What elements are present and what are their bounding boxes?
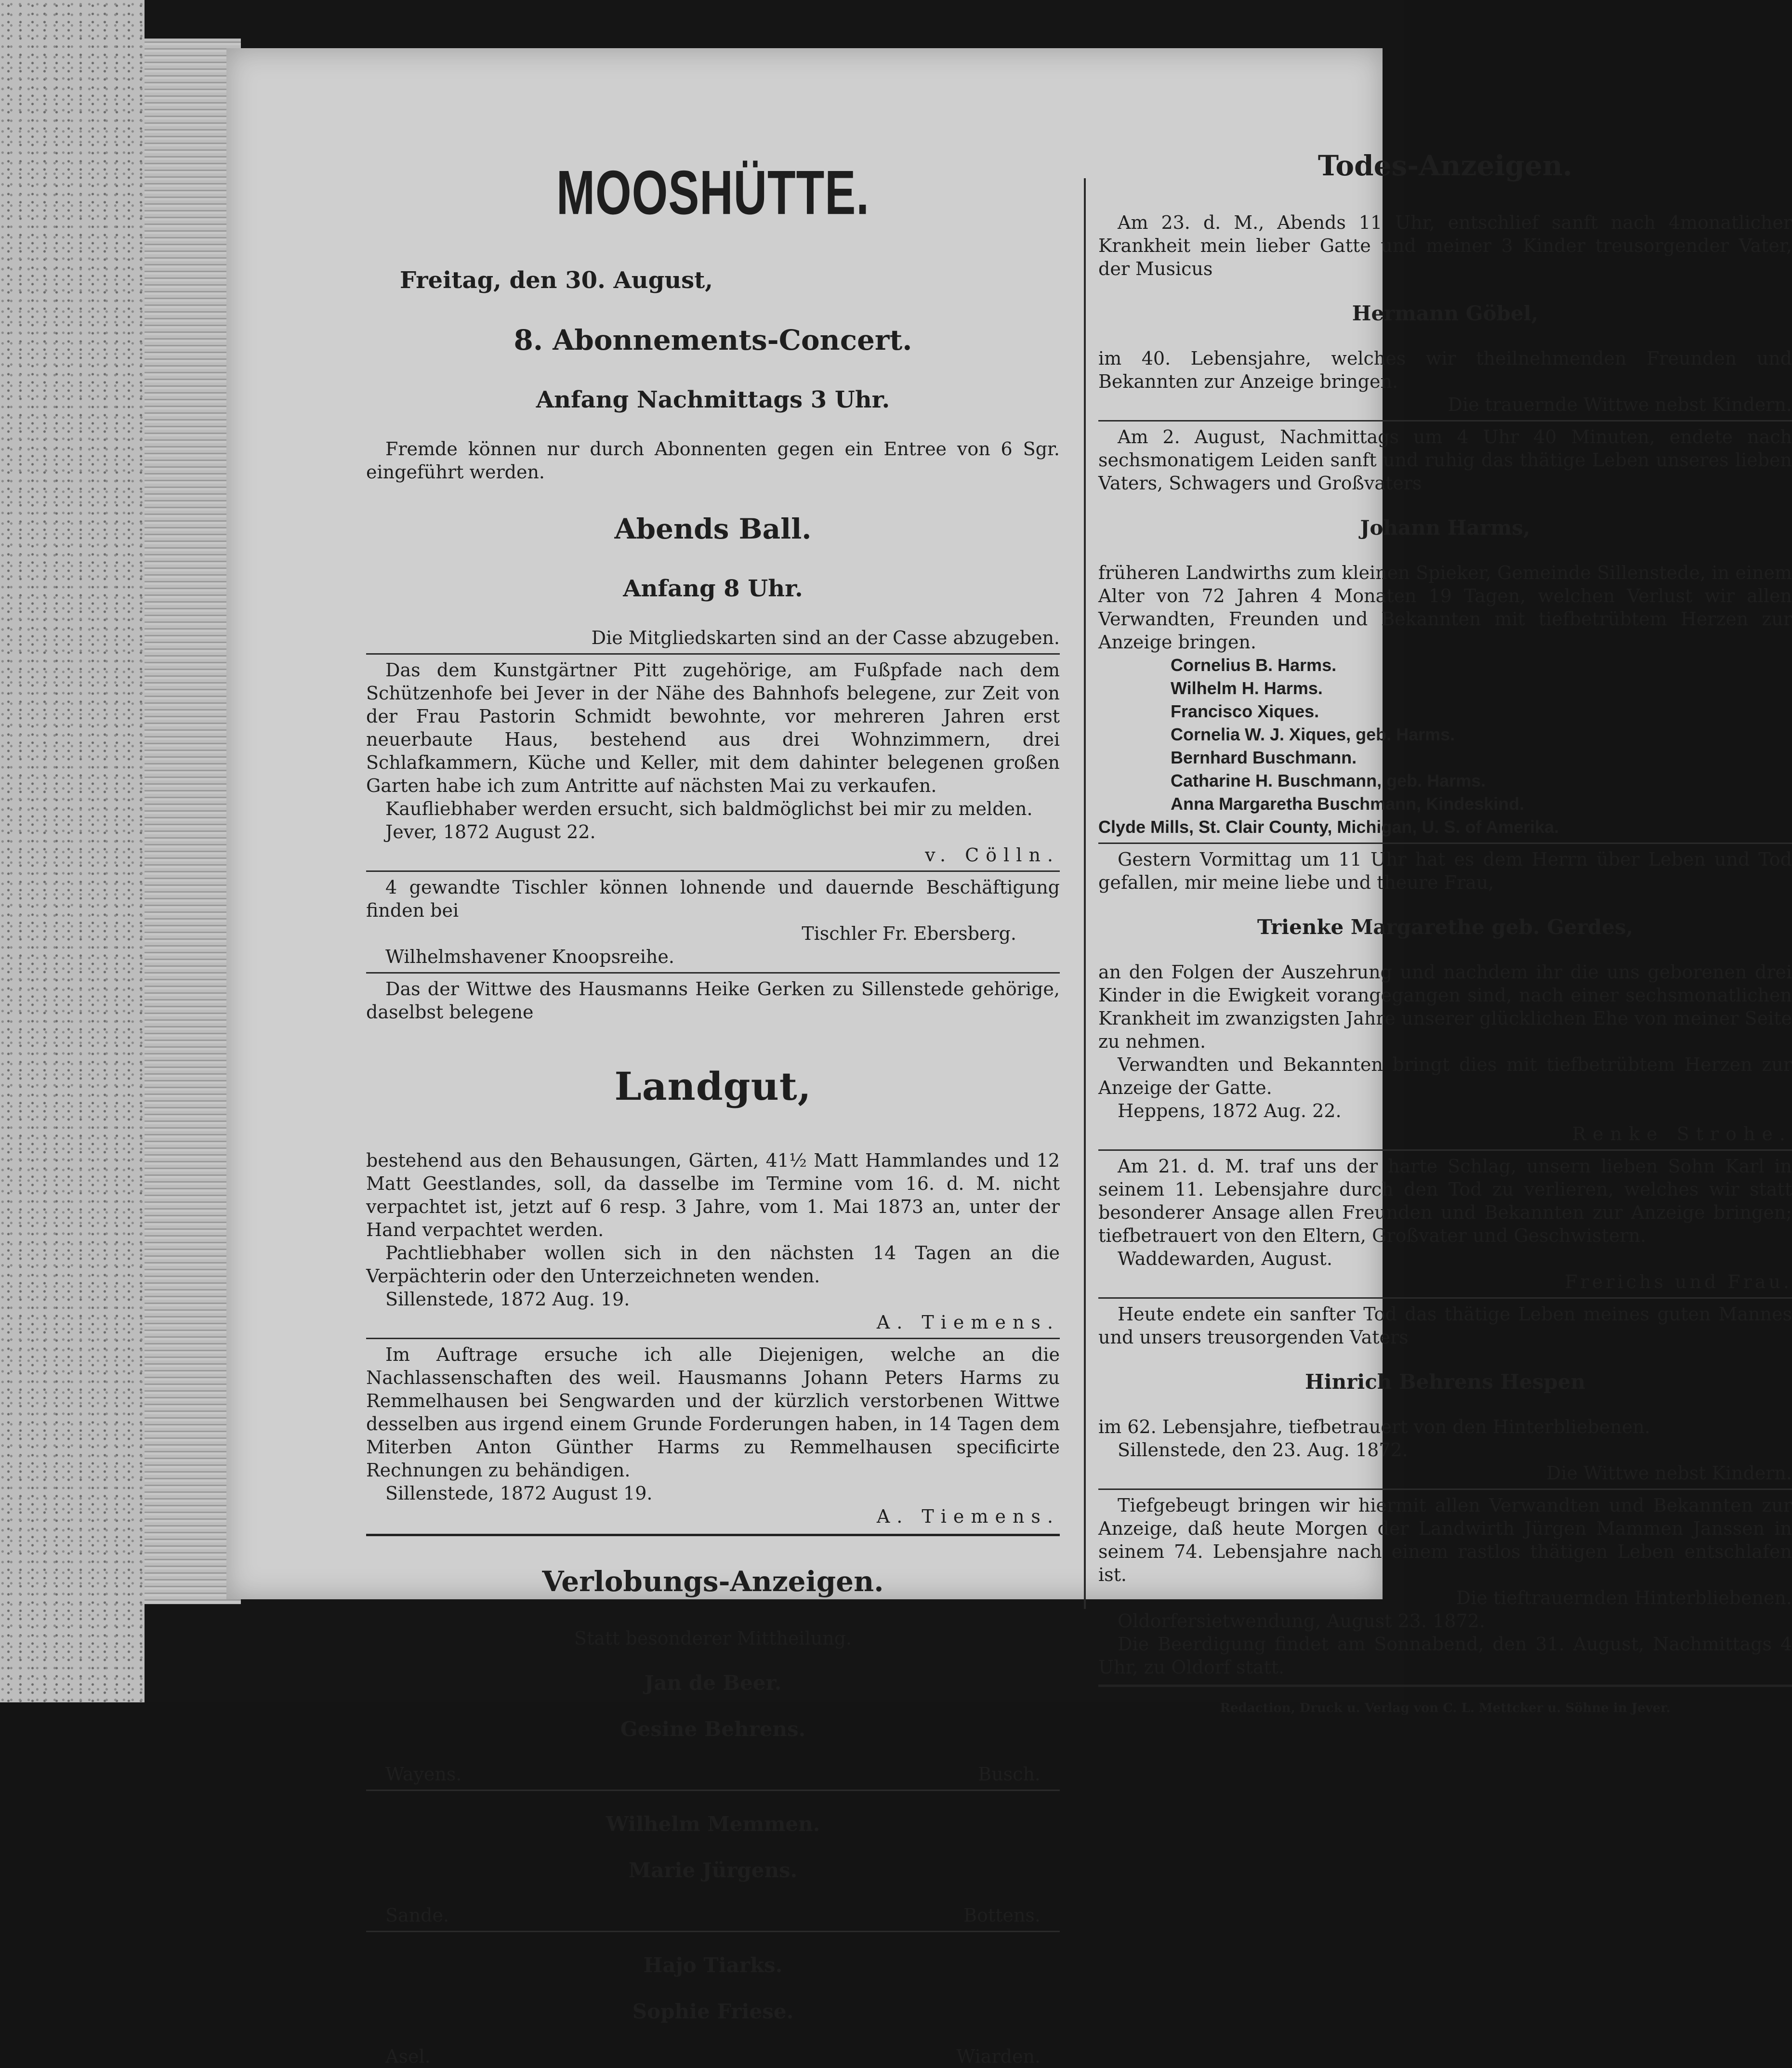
notice-place-date: Sillenstede, den 23. Aug. 1872.	[1118, 1439, 1408, 1461]
notice-text-2: früheren Landwirths zum kleinen Spieker, Gemeinde Sillenstede, in einem Alter von 72 Jahren 4 Monaten 19 Tagen, welchen Verlust wir allen Verwandten, Freunden und Bekannten mit tiefbetrübtem Herzen zur Anzeige bringen.	[1098, 562, 1792, 653]
mooshuette-title: MOOSHÜTTE.	[556, 158, 870, 228]
concert-date: Freitag, den 30. August,	[400, 267, 713, 294]
groom-name: Hajo Tiarks.	[643, 1953, 783, 1977]
deceased-name: Hinrich Behrens Hespen	[1304, 1370, 1586, 1394]
notice-text: Heute endete ein sanfter Tod das thätige Leben meines guten Mannes und unsers treusorgenden Vaters	[1098, 1304, 1792, 1348]
death-notice-goebel	[1098, 211, 1792, 416]
death-notice-frerichs	[1098, 1155, 1792, 1293]
notice-signature: Die trauernde Wittwe nebst Kindern.	[1448, 394, 1792, 415]
separator	[1098, 843, 1792, 844]
engagement-section	[366, 1564, 1060, 2068]
publisher-imprint: Redaction, Druck u. Verlag von C. L. Mettcker u. Söhne in Jever.	[1220, 1701, 1671, 1715]
notice-text-2: im 40. Lebensjahre, welches wir theilnehmenden Freunden und Bekannten zur Anzeige bringen.	[1098, 348, 1792, 392]
estate-tenants: Pachtliebhaber wollen sich in den nächsten 14 Tagen an die Verpächterin oder den Unterzeichneten wenden.	[366, 1242, 1060, 1287]
notice-place: Waddewarden, August.	[1118, 1248, 1332, 1269]
deceased-name: Trienke Margarethe geb. Gerdes,	[1257, 915, 1634, 939]
claims-signature: A. Tiemens.	[876, 1506, 1060, 1527]
mourner-name: Cornelius B. Harms.	[1171, 655, 1337, 675]
notice-text-2: im 62. Lebensjahre, tiefbetrauert von den Hinterbliebenen.	[1098, 1416, 1650, 1437]
notice-signature: Renke Strohe.	[1572, 1123, 1792, 1145]
concert-title: 8. Abonnements-Concert.	[514, 324, 912, 356]
right-column	[1098, 120, 1792, 1729]
separator	[366, 972, 1060, 974]
house-sale-buyers: Kaufliebhaber werden ersucht, sich baldmöglichst bei mir zu melden.	[385, 798, 1033, 819]
separator	[1098, 1297, 1792, 1299]
notice-text: Am 23. d. M., Abends 11 Uhr, entschlief sanft nach 4monatlicher Krankheit mein lieber Gatte und meiner 3 Kinder treusorgender Vater, der Musicus	[1098, 212, 1792, 279]
mooshuette-ad	[366, 158, 1060, 649]
estate-claims-ad	[366, 1343, 1060, 1528]
carpenter-ad	[366, 876, 1060, 968]
claims-place-date: Sillenstede, 1872 August 19.	[385, 1483, 653, 1504]
notice-signature: Die tieftrauernden Hinterbliebenen.	[1456, 1587, 1792, 1608]
notice-text: Tiefgebeugt bringen wir hiermit allen Verwandten und Bekannten zur Anzeige, daß heute Morgen der Landwirth Jürgen Mammen Janssen in seinem 74. Lebensjahre nach einem rastlos thätigen Leben entschlafen ist.	[1098, 1495, 1792, 1585]
house-sale-text: Das dem Kunstgärtner Pitt zugehörige, am Fußpfade nach dem Schützenhofe bei Jever in der Nähe des Bahnhofs belegene, zur Zeit von der Frau Pastorin Schmidt bewohnte, vor mehreren Jahren erst neuerbaute Haus, bestehend aus drei Wohnzimmern, drei Schlafkammern, Küche und Keller, mit dem dahinter belegenen großen Garten habe ich zum Antritte auf nächsten Mai zu verkaufen.	[366, 659, 1060, 796]
left-column	[366, 120, 1060, 2068]
engagement-subheading: Statt besonderer Mittheilung.	[574, 1628, 852, 1649]
groom-name: Wilhelm Memmen.	[606, 1812, 820, 1836]
bride-name: Sophie Friese.	[632, 2000, 794, 2023]
separator	[1098, 1149, 1792, 1151]
separator	[366, 653, 1060, 655]
deceased-name: Hermann Göbel,	[1352, 302, 1539, 325]
couple-places	[366, 1763, 1060, 1786]
separator	[366, 870, 1060, 872]
mourner-name: Bernhard Buschmann.	[1171, 748, 1357, 767]
death-notice-harms	[1098, 425, 1792, 839]
estate-lease-ad	[366, 977, 1060, 1334]
estate-headline: Landgut,	[614, 1064, 812, 1109]
place-right: Wiarden.	[956, 2046, 1041, 2067]
notice-place-date: Heppens, 1872 Aug. 22.	[1118, 1100, 1342, 1121]
column-divider	[1084, 178, 1086, 1609]
estate-text: bestehend aus den Behausungen, Gärten, 41½ Matt Hammlandes und 12 Matt Geestlandes, soll, da dasselbe im Termine vom 16. d. M. nicht verpachtet ist, jetzt auf 6 resp. 3 Jahre, vom 1. Mai 1873 an, unter der Hand verpachtet werden.	[366, 1150, 1060, 1240]
notice-signature: Frerichs und Frau.	[1565, 1271, 1792, 1292]
carpenter-text: 4 gewandte Tischler können lohnende und dauernde Beschäftigung finden bei	[366, 877, 1060, 921]
separator	[366, 1790, 1060, 1791]
separator	[1098, 420, 1792, 422]
membership-cards-note: Die Mitgliedskarten sind an der Casse abzugeben.	[591, 627, 1060, 648]
notice-place-date: Oldorfersietwendung, August 23. 1872.	[1118, 1610, 1485, 1632]
death-notice-strohe	[1098, 848, 1792, 1146]
couple-places	[366, 1904, 1060, 1927]
ball-title: Abends Ball.	[614, 513, 812, 545]
engagement-heading: Verlobungs-Anzeigen.	[542, 1565, 884, 1598]
engagement-couple	[366, 1670, 1060, 1786]
place-left: Sande.	[385, 1905, 449, 1926]
bride-name: Marie Jürgens.	[628, 1858, 798, 1882]
engagement-couple	[366, 1811, 1060, 1927]
house-sale-signature: v. Cölln.	[925, 844, 1060, 866]
speckled-cover-edge	[0, 0, 145, 1702]
deceased-name: Johann Harms,	[1360, 516, 1530, 540]
separator	[366, 1338, 1060, 1339]
notice-text-2: an den Folgen der Auszehrung und nachdem ihr die uns geborenen drei Kinder in die Ewigkeit vorangegangen sind, nach einer sechsmonatlichen Krankheit im zwanzigsten Jahre unserer glücklichen Ehe von meiner Seite zu nehmen.	[1098, 962, 1792, 1052]
mourners-list	[1098, 654, 1792, 816]
estate-place-date: Sillenstede, 1872 Aug. 19.	[385, 1289, 630, 1310]
place-right: Busch.	[978, 1764, 1041, 1785]
groom-name: Jan de Beer.	[644, 1671, 782, 1695]
death-notices-heading: Todes-Anzeigen.	[1318, 149, 1573, 182]
separator	[366, 1534, 1060, 1536]
notice-text: Gestern Vormittag um 11 Uhr hat es dem Herrn über Leben und Tod gefallen, mir meine liebe und theure Frau,	[1098, 849, 1792, 893]
bride-name: Gesine Behrens.	[620, 1717, 806, 1741]
place-right: Bottens.	[963, 1905, 1041, 1926]
mourner-name: Cornelia W. J. Xiques, geb. Harms.	[1171, 724, 1455, 744]
concert-start: Anfang Nachmittags 3 Uhr.	[536, 386, 890, 413]
place-left: Asel.	[385, 2046, 431, 2067]
death-notice-hespen	[1098, 1303, 1792, 1485]
estate-intro: Das der Wittwe des Hausmanns Heike Gerken zu Sillenstede gehörige, daselbst belegene	[366, 978, 1060, 1023]
notice-text: Am 21. d. M. traf uns der harte Schlag, unsern lieben Sohn Karl in seinem 11. Lebensjahre durch den Tod zu verlieren, welches wir statt besonderer Ansage allen Freunden und Bekannten zur Anzeige bringen; tiefbetrauert von den Eltern, Großvater und Geschwistern.	[1098, 1156, 1792, 1246]
concert-note: Fremde können nur durch Abonnenten gegen ein Entree von 6 Sgr. eingeführt werden.	[366, 438, 1060, 483]
house-sale-place-date: Jever, 1872 August 22.	[385, 821, 596, 843]
estate-signature: A. Tiemens.	[876, 1312, 1060, 1333]
notice-text-3: Verwandten und Bekannten bringt dies mit tiefbetrübtem Herzen zur Anzeige der Gatte.	[1098, 1054, 1792, 1098]
carpenter-address: Wilhelmshavener Knoopsreihe.	[385, 946, 674, 967]
carpenter-signature: Tischler Fr. Ebersberg.	[802, 923, 1016, 944]
ball-start: Anfang 8 Uhr.	[623, 575, 803, 602]
engagement-couple	[366, 1952, 1060, 2068]
mourner-name: Anna Margaretha Buschmann, Kindeskind.	[1171, 794, 1525, 814]
newspaper-page	[226, 48, 1792, 2067]
separator	[1098, 1685, 1792, 1687]
notice-signature: Die Wittwe nebst Kindern.	[1546, 1462, 1792, 1484]
mourner-name: Wilhelm H. Harms.	[1171, 678, 1323, 698]
mourner-name: Catharine H. Buschmann, geb. Harms.	[1171, 771, 1486, 790]
mourners-place: Clyde Mills, St. Clair County, Michigan, U. S. of Amerika.	[1098, 817, 1559, 837]
death-notice-janssen	[1098, 1494, 1792, 1679]
place-left: Wayens.	[385, 1764, 462, 1785]
mourner-name: Francisco Xiques.	[1171, 701, 1319, 721]
house-sale-ad	[366, 659, 1060, 867]
claims-text: Im Auftrage ersuche ich alle Diejenigen, welche an die Nachlassenschaften des weil. Hausmanns Johann Peters Harms zu Remmelhausen bei Sengwarden und der kürzlich verstorbenen Wittwe desselben aus irgend einem Grunde Forderungen haben, in 14 Tagen dem Miterben Anton Günther Harms zu Remmelhausen specificirte Rechnungen zu behändigen.	[366, 1344, 1060, 1481]
notice-text: Am 2. August, Nachmittags um 4 Uhr 40 Minuten, endete nach sechsmonatigem Leiden sanft und ruhig das thätige Leben unseres lieben Vaters, Schwagers und Großvaters	[1098, 426, 1792, 494]
separator	[1098, 1488, 1792, 1490]
separator	[366, 1931, 1060, 1932]
funeral-info: Die Beerdigung findet am Sonnabend, den 31. August, Nachmittags 4 Uhr, zu Oldorf statt.	[1098, 1633, 1792, 1678]
couple-places	[366, 2045, 1060, 2068]
